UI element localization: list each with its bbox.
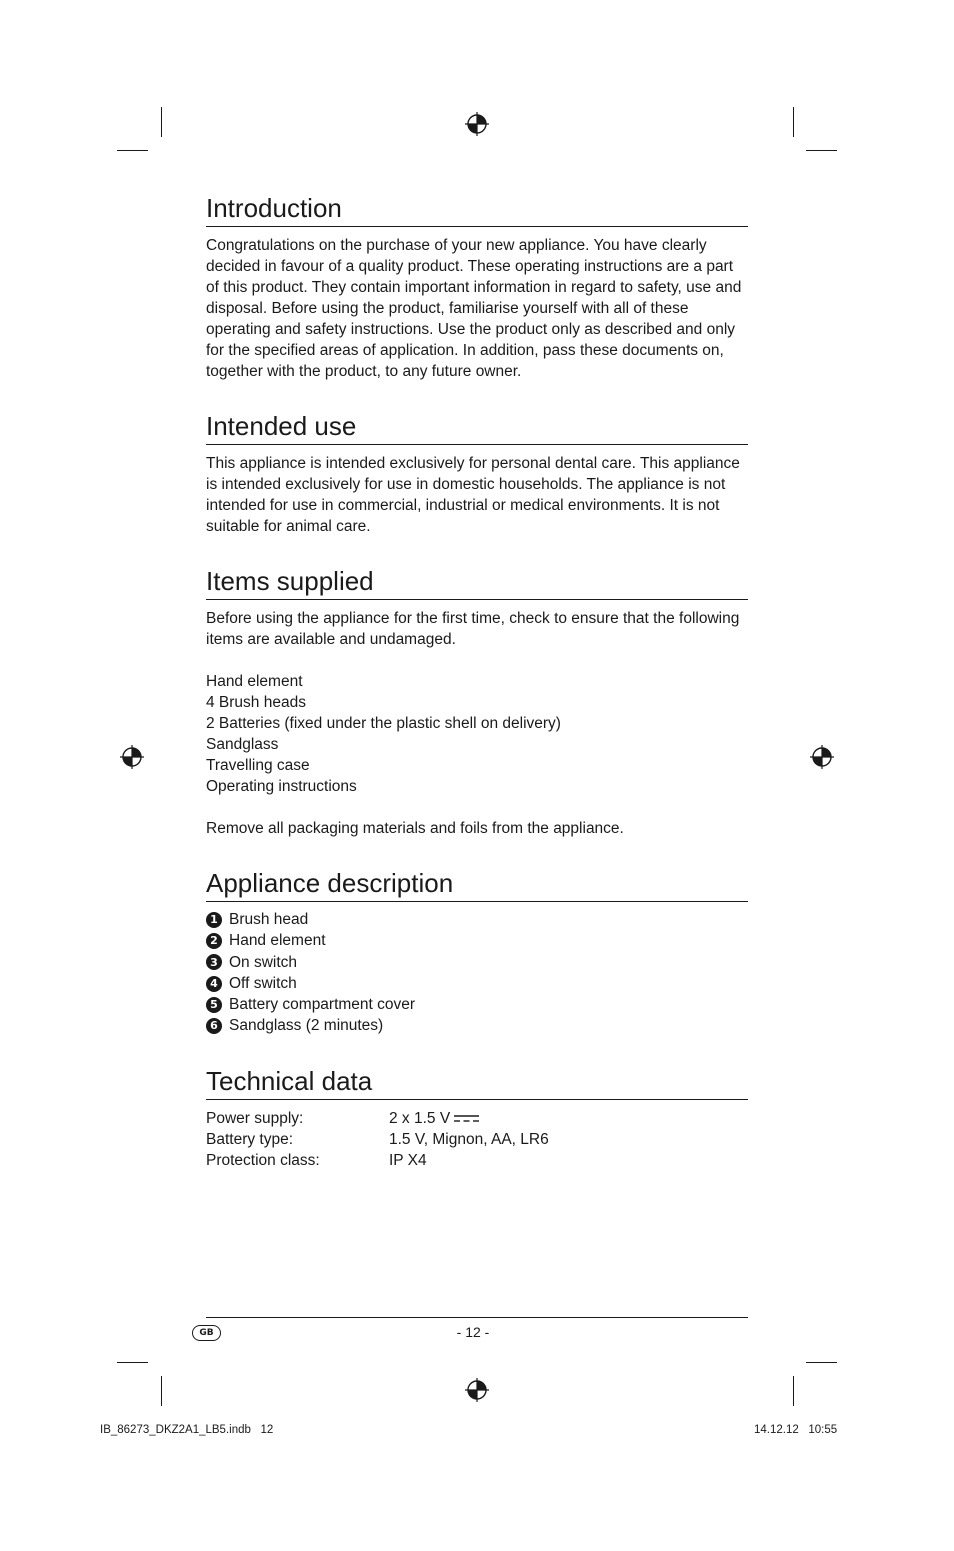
page-content [206, 192, 748, 1199]
dc-current-icon [454, 1114, 479, 1124]
packaging-note: Remove all packaging materials and foils from the appliance. [206, 820, 624, 837]
table-value: IP X4 [389, 1151, 427, 1169]
list-item-label: Battery compartment cover [229, 996, 416, 1014]
section-paragraph: Before using the appliance for the first time, check to ensure that the following items are available and undamaged. [206, 610, 740, 648]
items-list [206, 671, 748, 797]
list-item: Operating instructions [206, 778, 357, 795]
table-key: Battery type: [206, 1130, 294, 1148]
list-item-label: Brush head [229, 911, 309, 928]
section-paragraph: This appliance is intended exclusively for personal dental care. This appliance is intended exclusively for use in domestic households. The appliance is not intended for use in commercial, industrial or medical environments. It is not suitable for animal care. [206, 455, 740, 535]
list-item-label: Off switch [229, 974, 297, 992]
number-badge: 6 [206, 1018, 222, 1034]
number-badge: 2 [206, 933, 222, 949]
list-item: Sandglass [206, 736, 279, 753]
list-item [206, 909, 748, 930]
list-item: Travelling case [206, 757, 310, 774]
table-row [206, 1129, 549, 1150]
registration-mark-icon [465, 112, 489, 136]
section-heading: Introduction [206, 192, 748, 227]
list-item: 4 Brush heads [206, 694, 306, 711]
table-row [206, 1150, 549, 1171]
section-items-supplied [206, 565, 748, 839]
list-item [206, 1015, 748, 1036]
table-key: Protection class: [206, 1151, 320, 1169]
table-value: 1.5 V, Mignon, AA, LR6 [389, 1130, 549, 1148]
crop-mark [117, 150, 148, 151]
crop-mark [806, 1362, 837, 1363]
section-introduction [206, 192, 748, 382]
list-item: 2 Batteries (fixed under the plastic shell on delivery) [206, 715, 561, 732]
crop-mark [161, 107, 162, 137]
number-badge: 5 [206, 997, 222, 1013]
print-slug-file: IB_86273_DKZ2A1_LB5.indb 12 [100, 1424, 274, 1436]
country-badge: GB [192, 1325, 221, 1341]
registration-mark-icon [465, 1378, 489, 1402]
section-paragraph: Congratulations on the purchase of your new appliance. You have clearly decided in favour of a quality product. These operating instructions are a part of this product. They contain important information in regard to safety, use and disposal. Before using the product, familiarise yourself with all of these operating and safety instructions. Use the product only as described and only for the specified areas of application. In addition, pass these documents on, together with the product, to any future owner. [206, 237, 742, 380]
crop-mark [117, 1362, 148, 1363]
number-badge: 1 [206, 912, 222, 928]
table-value-text: 2 x 1.5 V [389, 1109, 451, 1127]
description-list [206, 909, 748, 1037]
registration-mark-icon [120, 745, 144, 769]
number-badge: 3 [206, 954, 222, 970]
list-item-label: Sandglass (2 minutes) [229, 1017, 384, 1035]
crop-mark [161, 1376, 162, 1406]
list-item [206, 952, 748, 973]
section-heading: Intended use [206, 410, 748, 445]
list-item: Hand element [206, 673, 303, 690]
list-item-label: Hand element [229, 932, 326, 950]
registration-mark-icon [810, 745, 834, 769]
print-slug-date: 14.12.12 10:55 [754, 1424, 838, 1436]
crop-mark [793, 107, 794, 137]
section-heading: Technical data [206, 1065, 748, 1100]
section-technical-data [206, 1065, 748, 1171]
list-item [206, 930, 748, 951]
technical-data-table [206, 1108, 549, 1171]
list-item [206, 994, 748, 1015]
page-number: - 12 - [456, 1324, 490, 1340]
section-intended-use [206, 410, 748, 537]
table-row [206, 1108, 549, 1129]
section-appliance-description [206, 867, 748, 1037]
section-heading: Items supplied [206, 565, 748, 600]
list-item [206, 973, 748, 994]
list-item-label: On switch [229, 953, 298, 971]
crop-mark [806, 150, 837, 151]
table-key: Power supply: [206, 1109, 304, 1127]
footer-divider [206, 1317, 748, 1318]
section-heading: Appliance description [206, 867, 748, 902]
table-value [389, 1108, 549, 1129]
number-badge: 4 [206, 976, 222, 992]
crop-mark [793, 1376, 794, 1406]
